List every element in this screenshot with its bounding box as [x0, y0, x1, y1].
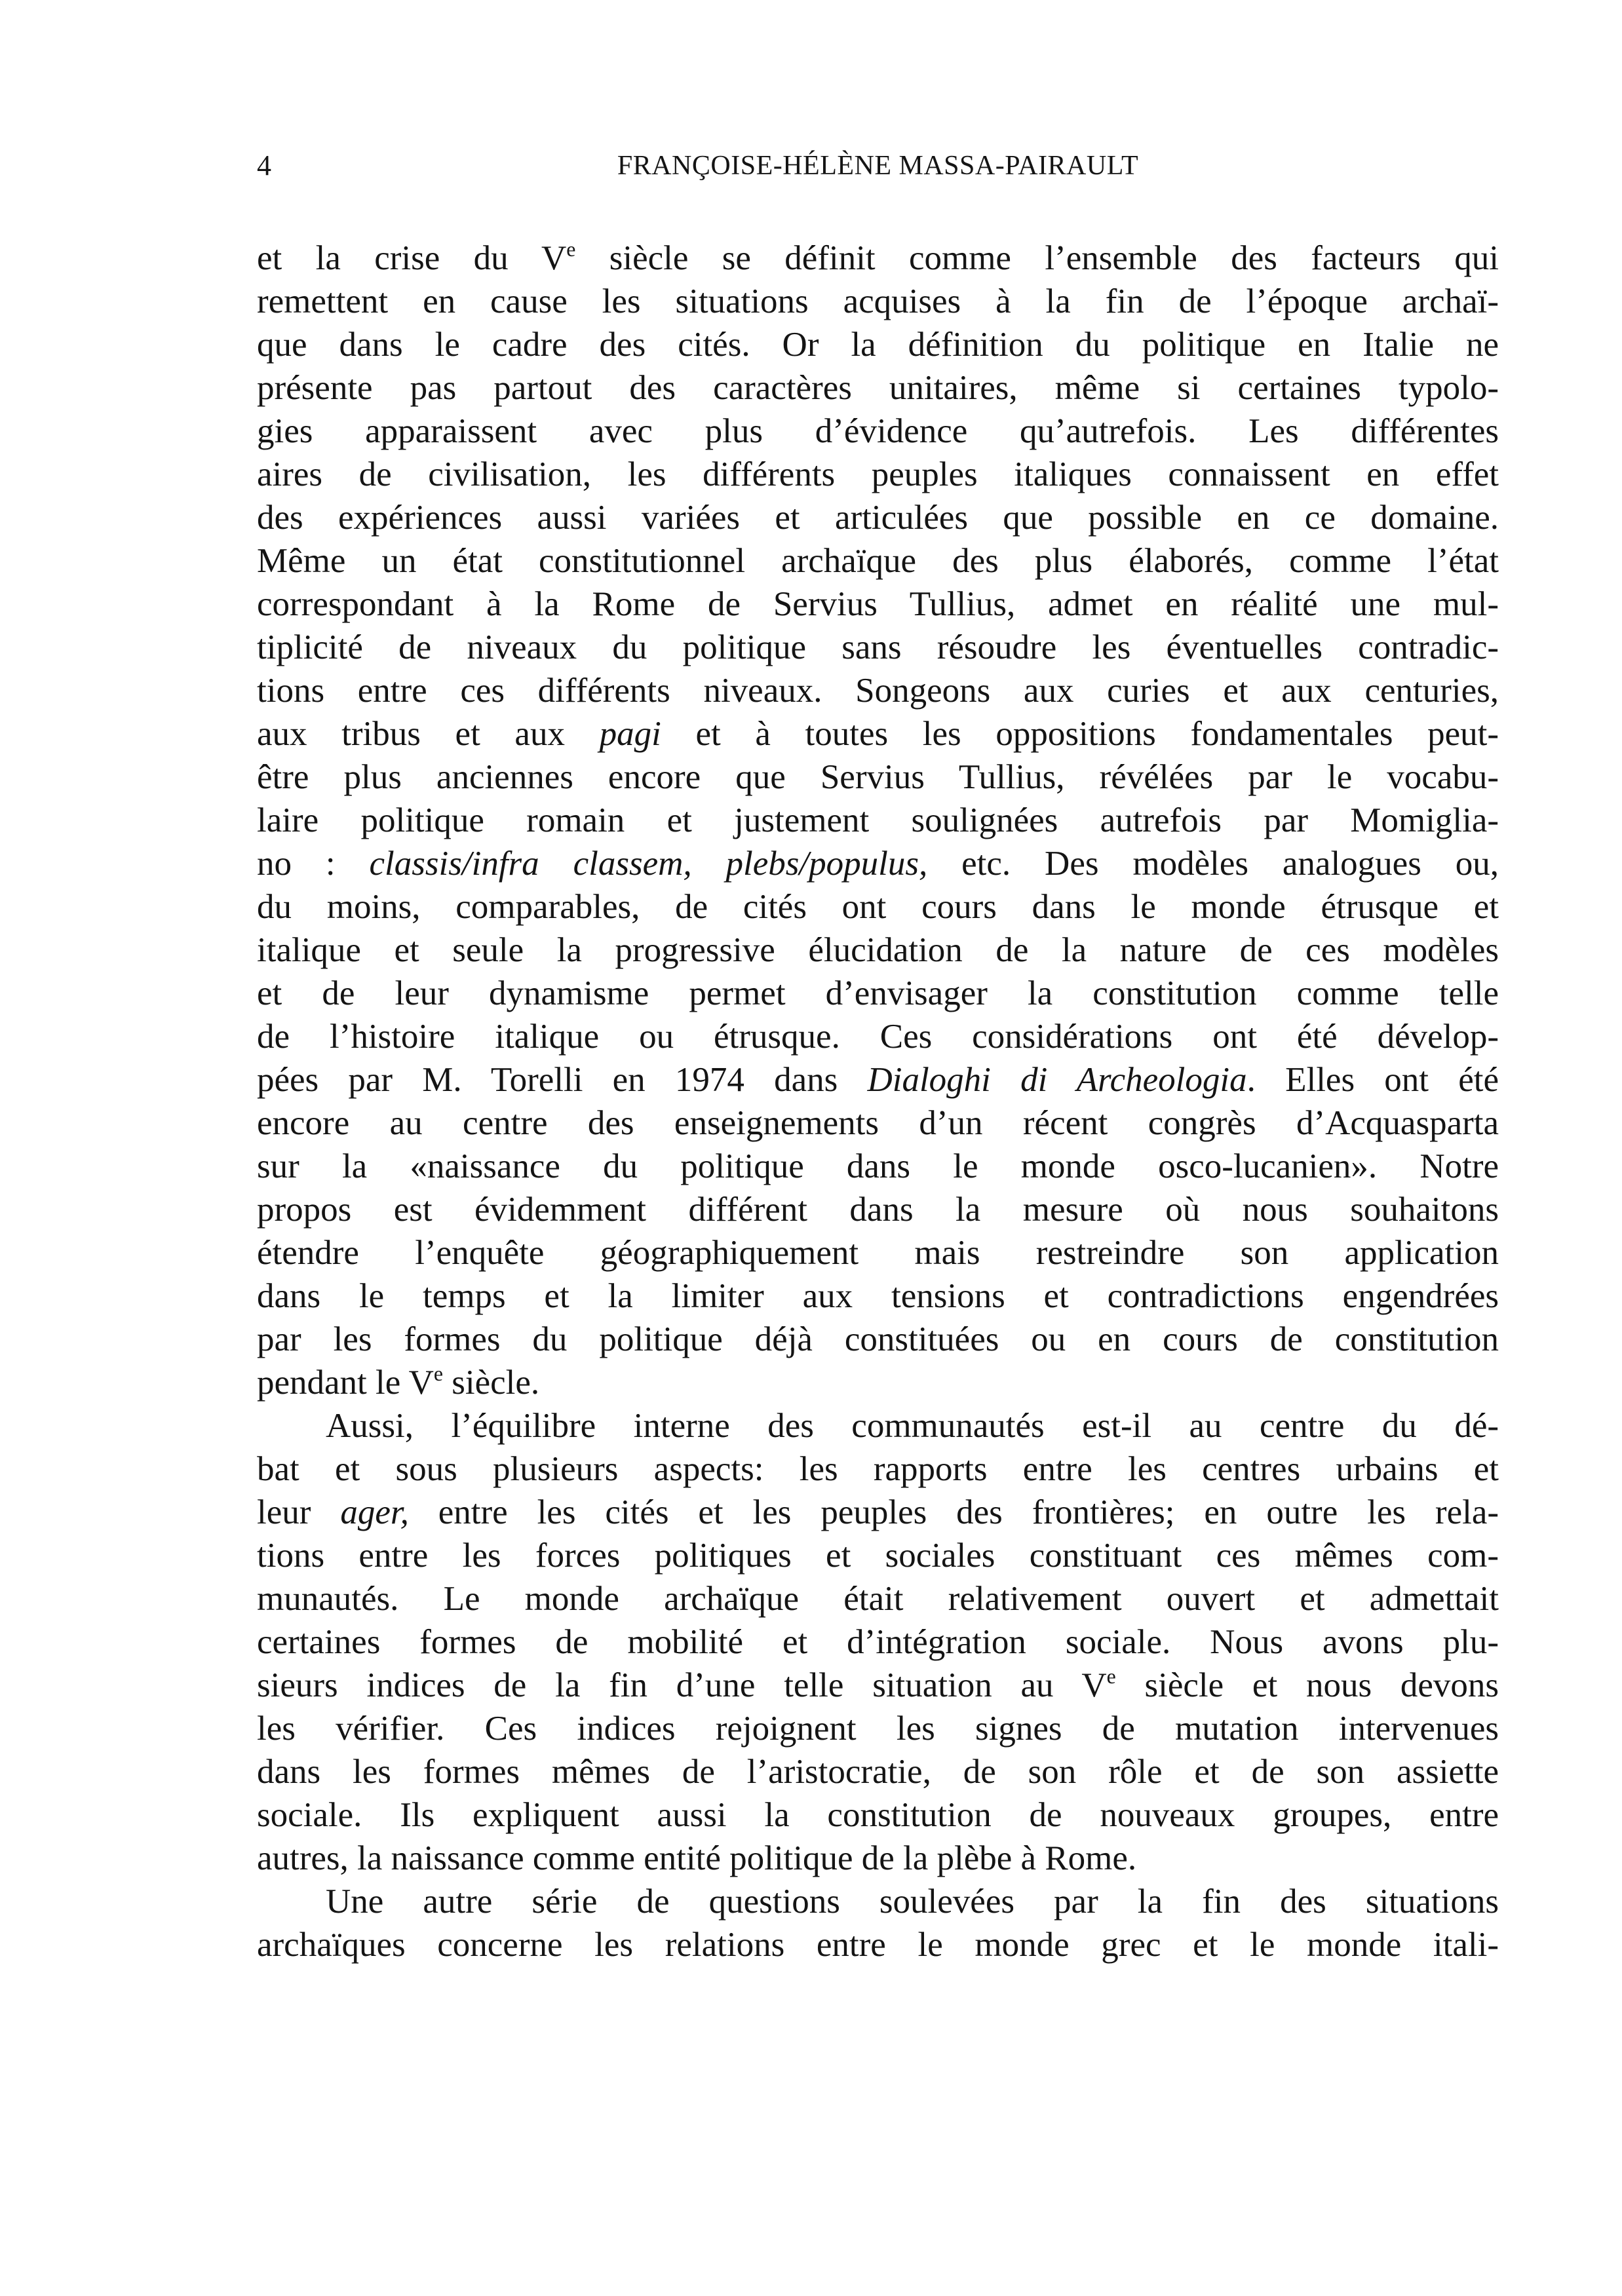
text-line	[257, 1101, 1499, 1145]
italic-text: classis/infra classem, plebs/populus,	[369, 845, 928, 883]
text-segment: tiplicité de niveaux du politique sans résoudre les éventuelles contradic-	[257, 628, 1499, 666]
superscript: e	[1106, 1665, 1116, 1689]
text-line	[257, 1880, 1499, 1923]
text-segment: gies apparaissent avec plus d’évidence qu’autrefois. Les différentes	[257, 412, 1499, 450]
text-line	[257, 1404, 1499, 1447]
text-segment: tions entre les forces politiques et sociales constituant ces mêmes com-	[257, 1537, 1499, 1575]
text-segment: bat et sous plusieurs aspects: les rapports entre les centres urbains et	[257, 1450, 1499, 1488]
text-segment: que dans le cadre des cités. Or la définition du politique en Italie ne	[257, 326, 1499, 364]
text-segment: Aussi, l’équilibre interne des communautés est-il au centre du dé-	[326, 1407, 1499, 1445]
italic-text: ager,	[340, 1493, 409, 1531]
text-segment: laire politique romain et justement soulignées autrefois par Momiglia-	[257, 801, 1499, 839]
text-line	[257, 1447, 1499, 1491]
text-segment: . Elles ont été	[1246, 1061, 1499, 1099]
text-line	[257, 1318, 1499, 1361]
superscript: e	[566, 238, 576, 261]
page-number: 4	[257, 149, 271, 182]
running-head: FRANÇOISE-HÉLÈNE MASSA-PAIRAULT	[617, 151, 1139, 181]
text-segment: siècle et nous devons	[1115, 1666, 1499, 1704]
text-segment: propos est évidemment différent dans la mesure où nous souhaitons	[257, 1191, 1499, 1229]
text-segment: dans les formes mêmes de l’aristocratie, de son rôle et de son assiette	[257, 1753, 1499, 1791]
text-segment: siècle.	[442, 1364, 540, 1402]
text-line	[257, 928, 1499, 972]
text-segment: sociale. Ils expliquent aussi la constitution de nouveaux groupes, entre	[257, 1796, 1499, 1834]
text-line	[257, 972, 1499, 1015]
superscript: e	[433, 1362, 443, 1386]
text-segment: du moins, comparables, de cités ont cours dans le monde étrusque et	[257, 888, 1499, 926]
text-line	[257, 1145, 1499, 1188]
text-segment: certaines formes de mobilité et d’intégration sociale. Nous avons plu-	[257, 1623, 1499, 1661]
text-segment: etc. Des modèles analogues ou,	[927, 845, 1499, 883]
text-segment: Même un état constitutionnel archaïque des plus élaborés, comme l’état	[257, 542, 1499, 580]
text-line	[257, 1620, 1499, 1664]
text-segment: et à toutes les oppositions fondamentales peut-	[661, 715, 1499, 753]
text-segment: encore au centre des enseignements d’un récent congrès d’Acquasparta	[257, 1104, 1499, 1142]
text-segment: archaïques concerne les relations entre le monde grec et le monde itali-	[257, 1926, 1499, 1964]
text-segment: pées par M. Torelli en 1974 dans	[257, 1061, 868, 1099]
text-segment: sieurs indices de la fin d’une telle situation au V	[257, 1666, 1107, 1704]
text-line	[257, 885, 1499, 928]
text-line	[257, 1750, 1499, 1793]
text-line	[257, 1707, 1499, 1750]
text-line	[257, 1491, 1499, 1534]
text-line	[257, 1923, 1499, 1966]
italic-text: pagi	[599, 715, 661, 753]
text-line	[257, 496, 1499, 539]
text-line	[257, 453, 1499, 496]
text-segment: et de leur dynamisme permet d’envisager la constitution comme telle	[257, 974, 1499, 1012]
text-line	[257, 626, 1499, 669]
text-segment: et la crise du V	[257, 239, 567, 277]
text-segment: entre les cités et les peuples des frontières; en outre les rela-	[408, 1493, 1499, 1531]
text-segment: no :	[257, 845, 370, 883]
text-segment: de l’histoire italique ou étrusque. Ces considérations ont été dévelop-	[257, 1018, 1499, 1056]
text-line	[257, 842, 1499, 885]
text-segment: sur la «naissance du politique dans le monde osco-lucanien». Notre	[257, 1147, 1499, 1185]
text-segment: aires de civilisation, les différents peuples italiques connaissent en effet	[257, 455, 1499, 493]
text-line	[257, 1793, 1499, 1837]
text-segment: remettent en cause les situations acquises à la fin de l’époque archaï-	[257, 282, 1499, 320]
text-segment: autres, la naissance comme entité politique de la plèbe à Rome.	[257, 1839, 1137, 1877]
text-segment: tions entre ces différents niveaux. Songeons aux curies et aux centuries,	[257, 672, 1499, 710]
text-segment: des expériences aussi variées et articulées que possible en ce domaine.	[257, 499, 1499, 537]
text-line	[257, 1058, 1499, 1101]
paragraph	[257, 237, 1499, 1404]
text-segment: leur	[257, 1493, 341, 1531]
text-segment: Une autre série de questions soulevées par la fin des situations	[326, 1883, 1499, 1921]
text-segment: être plus anciennes encore que Servius Tullius, révélées par le vocabu-	[257, 758, 1499, 796]
text-segment: pendant le V	[257, 1364, 434, 1402]
text-segment: munautés. Le monde archaïque était relativement ouvert et admettait	[257, 1580, 1499, 1618]
text-line	[257, 1534, 1499, 1577]
text-segment: dans le temps et la limiter aux tensions et contradictions engendrées	[257, 1277, 1499, 1315]
text-line	[257, 280, 1499, 323]
text-line	[257, 1664, 1499, 1707]
text-line	[257, 1015, 1499, 1058]
text-line	[257, 712, 1499, 756]
text-segment: par les formes du politique déjà constituées ou en cours de constitution	[257, 1320, 1499, 1358]
text-line	[257, 323, 1499, 366]
text-line	[257, 1577, 1499, 1620]
text-line	[257, 669, 1499, 712]
paragraph	[257, 1404, 1499, 1880]
text-segment: étendre l’enquête géographiquement mais restreindre son application	[257, 1234, 1499, 1272]
body-text	[257, 237, 1499, 1966]
italic-text: Dialoghi di Archeologia	[867, 1061, 1247, 1099]
text-line	[257, 583, 1499, 626]
text-line	[257, 799, 1499, 842]
text-line	[257, 539, 1499, 583]
text-line	[257, 1231, 1499, 1274]
paragraph	[257, 1880, 1499, 1966]
text-line	[257, 1837, 1499, 1880]
text-segment: italique et seule la progressive élucidation de la nature de ces modèles	[257, 931, 1499, 969]
text-line	[257, 1188, 1499, 1231]
text-segment: aux tribus et aux	[257, 715, 600, 753]
text-segment: présente pas partout des caractères unitaires, même si certaines typolo-	[257, 369, 1499, 407]
text-segment: siècle se définit comme l’ensemble des facteurs qui	[575, 239, 1499, 277]
text-segment: correspondant à la Rome de Servius Tullius, admet en réalité une mul-	[257, 585, 1499, 623]
text-line	[257, 1274, 1499, 1318]
text-line	[257, 410, 1499, 453]
text-line	[257, 366, 1499, 410]
text-segment: les vérifier. Ces indices rejoignent les signes de mutation intervenues	[257, 1710, 1499, 1748]
text-line	[257, 237, 1499, 280]
text-line	[257, 756, 1499, 799]
text-line	[257, 1361, 1499, 1404]
